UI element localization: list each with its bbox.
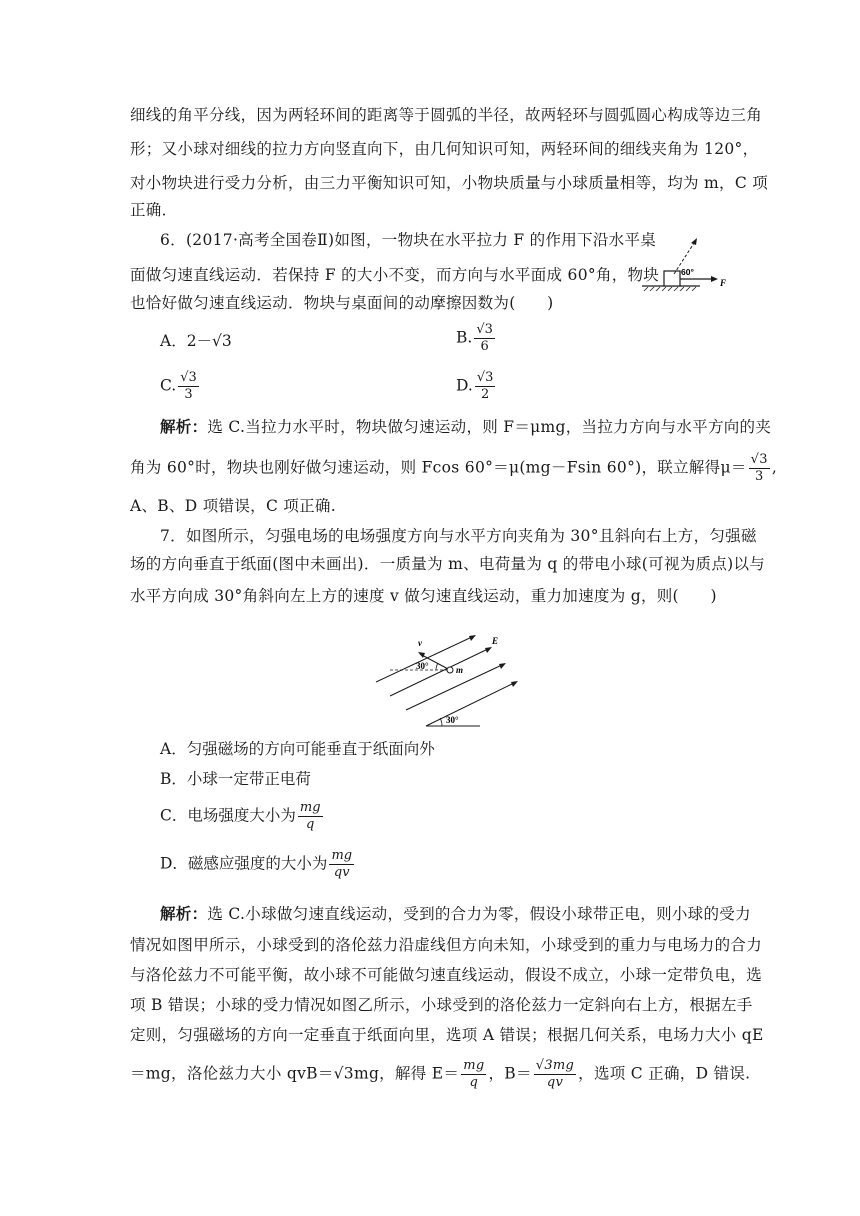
sol7-fraction-e-denominator: q (469, 1075, 479, 1090)
q6-option-c-numerator: √3 (180, 370, 197, 385)
q7-stem-line-3: 水平方向成 30°角斜向左上方的速度 v 做匀速直线运动，重力加速度为 g，则( ) (130, 587, 717, 605)
sol6-comma: , (771, 458, 778, 477)
q7-angle-label-bottom: 30° (446, 715, 459, 725)
q7-stem-line-2: 场的方向垂直于纸面(图中未画出)．一质量为 m、电荷量为 q 的带电小球(可视为质点)以与 (130, 555, 766, 573)
q7-label-e: E (492, 636, 499, 646)
q7-option-d[interactable] (160, 848, 356, 881)
q7-option-c-fraction (298, 800, 323, 833)
q6-figure (638, 234, 738, 294)
q7-option-c[interactable] (160, 800, 325, 833)
q7-option-c-denominator: q (306, 817, 315, 832)
q7-label-m: m (456, 665, 464, 675)
sol7-fraction-e-numerator: mg (463, 1058, 485, 1073)
sol6-label: 解析： (160, 417, 208, 436)
q7-field-lines (376, 636, 516, 726)
sol6-line-1 (160, 416, 771, 438)
sol7-fraction-b-numerator: √3mg (535, 1058, 575, 1073)
q6-option-d[interactable] (456, 370, 497, 403)
q7-angle-label-top: 30° (416, 661, 429, 671)
q7-angle-arc-top (436, 663, 438, 670)
q6-stem-line-2: 面做匀速直线运动．若保持 F 的大小不变，而方向与水平面成 60°角，物块 (130, 266, 660, 284)
q7-option-a[interactable]: A．匀强磁场的方向可能垂直于纸面向外 (160, 740, 435, 758)
q7-option-d-fraction (329, 848, 354, 881)
sol7-text-6c: ，选项 C 正确，D 错误. (578, 1064, 751, 1083)
q6-option-a[interactable]: A．2－√3 (160, 332, 232, 350)
prev-solution-line-1: 细线的角平分线，因为两轻环间的距离等于圆弧的半径，故两轻环与圆弧圆心构成等边三角 (130, 106, 763, 124)
q6-option-d-fraction (475, 370, 496, 403)
prev-solution-line-2: 形；又小球对细线的拉力方向竖直向下，由几何知识可知，两轻环间的细线夹角为 120°， (130, 140, 759, 158)
q7-option-d-denominator: qv (333, 865, 350, 880)
q7-ball (447, 667, 453, 673)
sol6-fraction-numerator: √3 (750, 452, 768, 467)
q6-option-d-prefix: D. (456, 376, 473, 395)
prev-solution-line-4: 正确． (130, 201, 178, 219)
sol7-text-1: 选 C.小球做匀速直线运动，受到的合力为零，假设小球带正电，则小球的受力 (207, 905, 751, 923)
q7-option-c-prefix: C．电场强度大小为 (160, 806, 296, 825)
sol7-fraction-b (534, 1058, 576, 1091)
sol7-fraction-b-denominator: qv (546, 1075, 564, 1090)
q6-force-label: F (720, 278, 727, 288)
sol7-line-2: 情况如图甲所示，小球受到的洛伦兹力沿虚线但方向未知，小球受到的重力与电场力的合力 (130, 936, 763, 954)
q6-option-c[interactable] (160, 370, 201, 403)
q6-inclined-arrowhead (691, 238, 697, 245)
q6-option-b-numerator: √3 (476, 322, 493, 337)
q7-option-d-numerator: mg (331, 848, 353, 863)
q6-option-b[interactable] (456, 322, 497, 355)
q6-option-c-fraction (178, 370, 199, 403)
q6-option-d-denominator: 2 (480, 387, 490, 402)
sol6-line-3: A、B、D 项错误，C 项正确. (130, 497, 336, 515)
sol6-fraction-denominator: 3 (754, 469, 764, 484)
sol7-text-6a: ＝mg，洛伦兹力大小 qvB＝√3mg，解得 E＝ (130, 1064, 460, 1083)
q7-figure (370, 632, 530, 732)
sol7-line-3: 与洛伦兹力不可能平衡，故小球不可能做匀速直线运动，假设不成立，小球一定带负电，选 (130, 966, 763, 984)
sol6-text-1: 选 C.当拉力水平时，物块做匀速运动，则 F＝μmg，当拉力方向与水平方向的夹 (207, 418, 772, 436)
q6-table-hatch (644, 287, 696, 291)
q6-option-b-fraction (474, 322, 495, 355)
q7-stem-line-1: 7．如图所示，匀强电场的电场强度方向与水平方向夹角为 30°且斜向右上方，匀强磁 (160, 527, 757, 545)
sol7-label: 解析： (160, 904, 208, 923)
sol7-line-6 (130, 1058, 750, 1091)
q7-option-c-numerator: mg (299, 800, 321, 815)
sol7-text-6b: ，B＝ (488, 1064, 532, 1083)
sol6-fraction (749, 452, 770, 485)
q6-stem-line-3: 也恰好做匀速直线运动．物块与桌面间的动摩擦因数为( ) (130, 294, 554, 312)
q7-angle-arc-bottom (440, 718, 442, 726)
sol6-text-2: 角为 60°时，物块也刚好做匀速运动，则 Fcos 60°＝μ(mg－Fsin 60°)，联立解得μ＝ (130, 458, 747, 477)
sol7-line-5: 定则，匀强磁场的方向一定垂直于纸面向里，选项 A 错误；根据几何关系，电场力大小 qE (130, 1026, 764, 1044)
q6-option-c-denominator: 3 (184, 387, 193, 402)
sol7-fraction-e (461, 1058, 486, 1091)
q6-option-b-prefix: B. (456, 328, 473, 347)
q7-label-v: v (418, 638, 422, 648)
q6-stem-line-1: 6．(2017·高考全国卷Ⅱ)如图，一物块在水平拉力 F 的作用下沿水平桌 (160, 231, 657, 249)
q7-option-d-prefix: D．磁感应强度的大小为 (160, 854, 328, 873)
q6-force-arrowhead (711, 276, 718, 282)
q7-option-b[interactable]: B．小球一定带正电荷 (160, 770, 311, 788)
q7-velocity-arrowhead (418, 652, 425, 658)
sol7-line-4: 项 B 错误；小球的受力情况如图乙所示，小球受到的洛伦兹力一定斜向右上方，根据左手 (130, 996, 753, 1014)
q6-angle-label: 60° (681, 267, 694, 277)
sol6-line-2 (130, 452, 777, 485)
prev-solution-line-3: 对小物块进行受力分析，由三力平衡知识可知，小物块质量与小球质量相等，均为 m，C 项 (130, 174, 769, 192)
q6-option-d-numerator: √3 (476, 370, 494, 385)
q6-option-c-prefix: C. (160, 376, 177, 395)
sol7-line-1 (160, 903, 751, 925)
q6-block (664, 271, 680, 286)
q6-option-b-denominator: 6 (480, 339, 489, 354)
